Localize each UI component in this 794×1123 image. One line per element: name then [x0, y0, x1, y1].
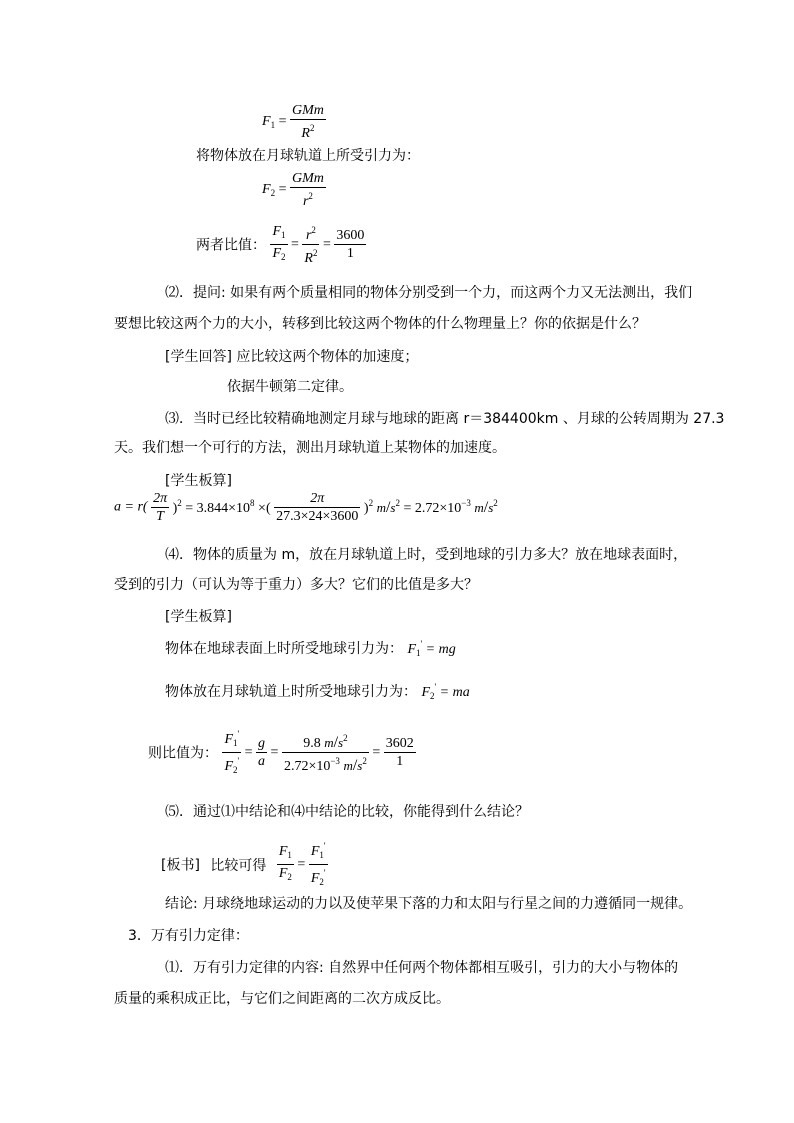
- calc-tag-1: [学生板算]: [165, 473, 232, 489]
- board-tag: [板书]: [161, 857, 200, 874]
- eq2-numerator: GMm: [291, 171, 324, 186]
- eq1-lhs-sub: 1: [270, 120, 276, 131]
- orbit-force-row: 物体放在月球轨道上时所受地球引力为： $F_2'$ = ma: [165, 682, 470, 701]
- ratio-row: 两者比值： $\frac{F_1}{F_2}$ = $\frac{r^2}{R^2}$ = $\frac{3600}{1}$: [196, 224, 365, 266]
- student-answer-2: 依据牛顿第二定律。: [227, 379, 353, 395]
- equation-acceleration: a = r( $\frac{2\pi}{T}$ )$^2 = 3.844\times 10^8$ ×( $\frac{2\pi}{27.3\times 24\times 3600}$ )$^2$ $m/s^2 = 2.72\times 10^{-3}$ $m/s^2$: [114, 491, 498, 524]
- ratio2-row: 则比值为： $\frac{F_1'}{F_2'}$ = $\frac{g}{a}$ = $\frac{9.8 m/s^2}{2.72\times 10^{-3} m/s^2}$ = $\frac{3602}{1}$: [148, 726, 416, 779]
- student-answer-1: [165, 346, 418, 366]
- equation-f1: $F_1$ = $\frac{\text{GMm}}{R^2}$: [262, 103, 324, 141]
- surface-force-row: 物体在地球表面上时所受地球引力为： $F_1'$ = mg: [165, 639, 456, 658]
- eq1-lhs: F: [262, 114, 271, 130]
- board-row: [板书] 比较可得 $\frac{F_1}{F_2}$ = $\frac{F_1'}{F_2'}$: [161, 838, 328, 891]
- q3-line1: ⑶．当时已经比较精确地测定月球与地球的距离 r＝384400km 、月球的公转周期为 27.3: [165, 411, 725, 427]
- board-text: 比较可得: [210, 857, 267, 874]
- q2-line2: 要想比较这两个力的大小，转移到比较这两个物体的什么物理量上？你的依据是什么？: [114, 316, 646, 332]
- section3-title: 3．万有引力定律：: [128, 928, 249, 944]
- student-answer-text: 应比较这两个物体的加速度；: [236, 349, 419, 365]
- student-answer-tag: [学生回答]: [165, 349, 232, 365]
- conclusion: 结论: 月球绕地球运动的力以及使苹果下落的力和太阳与行星之间的力遵循同一规律。: [165, 896, 693, 912]
- ratio2-result-num: 3602: [385, 736, 414, 751]
- acc-den-expr: 27.3×24×3600: [276, 509, 359, 524]
- q4-line1: ⑷．物体的质量为 m，放在月球轨道上时，受到地球的引力多大？放在地球表面时，: [165, 547, 688, 563]
- ratio-label: 两者比值：: [196, 237, 266, 254]
- law-line2: 质量的乘积成正比，与它们之间距离的二次方成反比。: [114, 991, 450, 1007]
- para-moon-orbit: 将物体放在月球轨道上所受引力为：: [196, 148, 420, 164]
- q3-line2: 天。我们想一个可行的方法，测出月球轨道上某物体的加速度。: [114, 440, 506, 456]
- q2-line1: ⑵．提问: 如果有两个质量相同的物体分别受到一个力，而这两个力又无法测出，我们: [165, 285, 693, 301]
- calc-tag-2: [学生板算]: [165, 609, 232, 625]
- ratio2-result-den: 1: [396, 754, 404, 769]
- equation-f2: $F_2$ = $\frac{\text{GMm}}{r^2}$: [262, 171, 324, 209]
- q5: ⑸．通过⑴中结论和⑷中结论的比较，你能得到什么结论？: [165, 804, 529, 820]
- ratio-den: 1: [346, 246, 354, 261]
- eq1-numerator: GMm: [291, 103, 324, 118]
- q4-line2: 受到的引力（可认为等于重力）多大？它们的比值是多大？: [114, 577, 478, 593]
- law-line1: ⑴．万有引力定律的内容: 自然界中任何两个物体都相互吸引，引力的大小与物体的: [165, 960, 679, 976]
- ratio-num: 3600: [336, 228, 365, 243]
- eq1-denominator: R: [301, 126, 310, 141]
